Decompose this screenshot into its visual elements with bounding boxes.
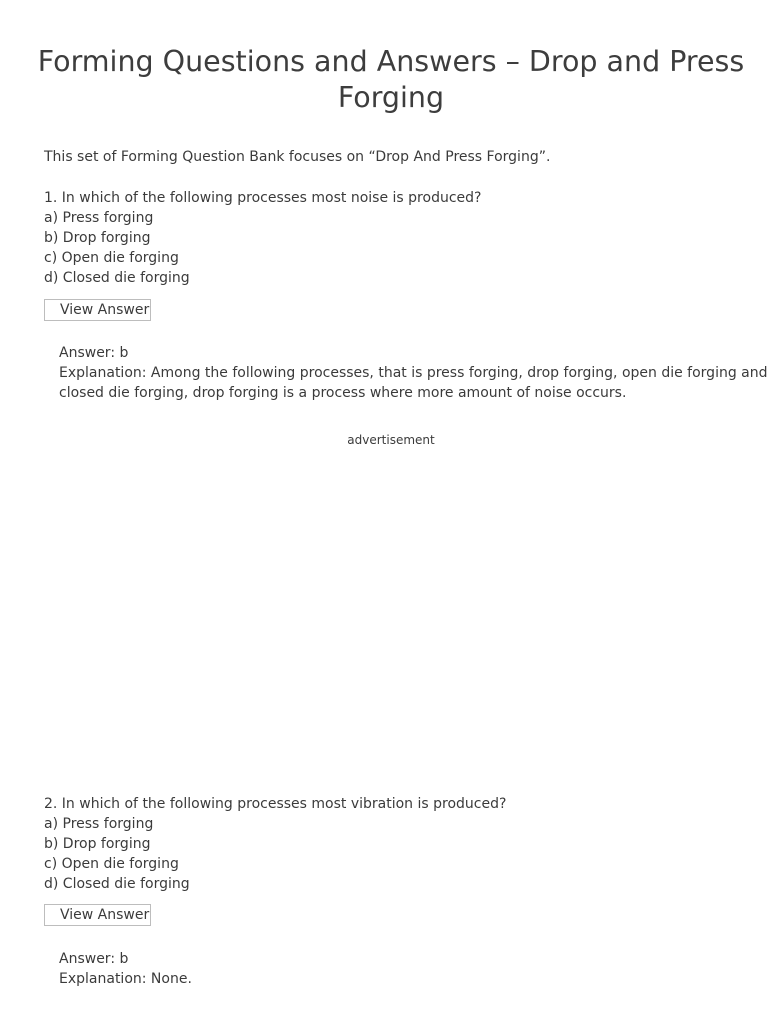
page-title (30, 44, 752, 116)
question-2 (44, 794, 506, 894)
advertisement-label: advertisement (347, 433, 435, 447)
option-d: d) Closed die forging (44, 270, 190, 286)
page-title-line-2: Forging (337, 81, 445, 114)
intro-text: This set of Forming Question Bank focuses on “Drop And Press Forging”. (44, 149, 551, 165)
explanation-line-1: Explanation: None. (59, 971, 192, 987)
option-c: c) Open die forging (44, 250, 179, 266)
option-a: a) Press forging (44, 210, 154, 226)
question-1 (44, 188, 481, 288)
page-title-line-1: Forming Questions and Answers – Drop and Press (37, 45, 745, 78)
option-d: d) Closed die forging (44, 876, 190, 892)
explanation-line-1: Explanation: Among the following processes, that is press forging, drop forging, open die forging and (59, 365, 768, 381)
option-b: b) Drop forging (44, 230, 151, 246)
view-answer-button-2[interactable]: View Answer (44, 904, 151, 926)
answer-block-1 (59, 343, 768, 403)
view-answer-button-1[interactable]: View Answer (44, 299, 151, 321)
answer-text: Answer: b (59, 951, 129, 967)
question-text: 1. In which of the following processes most noise is produced? (44, 190, 482, 206)
question-text: 2. In which of the following processes most vibration is produced? (44, 796, 507, 812)
explanation-line-2: closed die forging, drop forging is a process where more amount of noise occurs. (59, 385, 627, 401)
option-b: b) Drop forging (44, 836, 151, 852)
answer-text: Answer: b (59, 345, 129, 361)
option-c: c) Open die forging (44, 856, 179, 872)
option-a: a) Press forging (44, 816, 154, 832)
answer-block-2 (59, 949, 768, 989)
